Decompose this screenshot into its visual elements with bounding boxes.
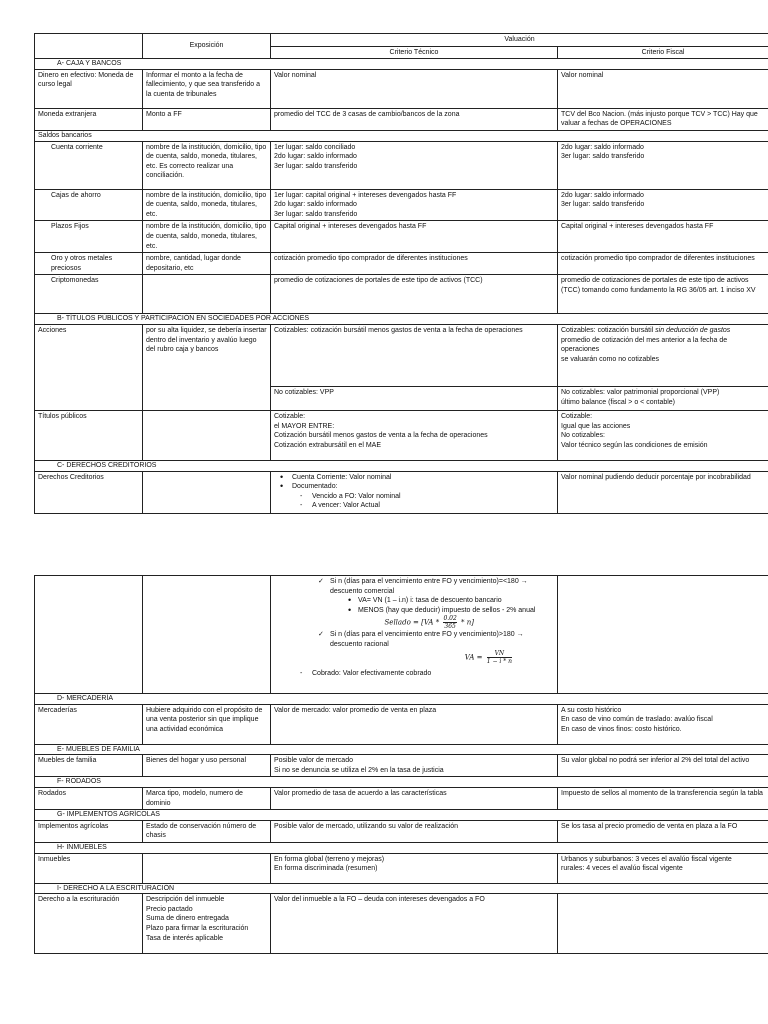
row-criterio-fiscal: Valor nominal xyxy=(558,69,768,108)
sellado-formula: Sellado = [VA * $\frac{0.02}{365}$ * n] xyxy=(384,615,474,631)
section-row-saldos xyxy=(35,130,768,141)
va-formula: VA = $\frac{VN}{1 - i * n}$ xyxy=(464,649,512,665)
table-row xyxy=(35,894,768,954)
table-row xyxy=(35,410,768,460)
table-header-row xyxy=(35,34,768,47)
table-row xyxy=(35,471,768,513)
row-exposicion: Marca tipo, modelo, numero de dominio xyxy=(143,787,271,809)
row-criterio-tecnico: cotización promedio tipo comprador de diferentes instituciones xyxy=(271,253,558,275)
row-criterio-tecnico: Valor promedio de tasa de acuerdo a las características xyxy=(271,787,558,809)
row-exposicion: nombre de la institución, domicilio, tipo de cuenta, saldo, moneda, titulares, etc. xyxy=(143,221,271,253)
section-row-mercaderia xyxy=(35,694,768,705)
section-row-implementos xyxy=(35,810,768,821)
row-criterio-fiscal: cotización promedio tipo comprador de diferentes instituciones xyxy=(558,253,768,275)
row-exposicion: por su alta liquidez, se debería insertar dentro del inventario y avalúo luego del rubro caja y bancos xyxy=(143,324,271,410)
section-title: E- MUEBLES DE FAMILIA xyxy=(35,744,768,755)
row-criterio-tecnico: Valor de mercado: valor promedio de venta en plaza xyxy=(271,704,558,744)
table-row xyxy=(35,853,768,883)
row-item: Oro y otros metales preciosos xyxy=(35,253,143,275)
valuation-table-part-2 xyxy=(34,575,768,954)
header-valuacion: Valuación xyxy=(271,34,768,47)
row-criterio-tecnico: Cotizables: cotización bursátil menos gastos de venta a la fecha de operaciones xyxy=(271,324,558,386)
row-exposicion: Estado de conservación número de chasis xyxy=(143,820,271,842)
row-item: Cuenta corriente xyxy=(35,141,143,189)
row-item: Títulos públicos xyxy=(35,410,143,460)
section-title: B- TÍTULOS PÚBLICOS Y PARTICIPACIÓN EN SOCIEDADES POR ACCIONES xyxy=(35,314,768,325)
section-title: F- RODADOS xyxy=(35,777,768,788)
section-title: H- INMUEBLES xyxy=(35,842,768,853)
row-criterio-fiscal: promedio de cotizaciones de portales de este tipo de activos (TCC) tomando como fundamento la RG 36/05 art. 1 inciso XV xyxy=(558,275,768,314)
row-criterio-fiscal: No cotizables: valor patrimonial proporcional (VPP) último balance (fiscal > o < contable) xyxy=(558,386,768,410)
row-criterio-tecnico: En forma global (terreno y mejoras) En forma discriminada (resumen) xyxy=(271,853,558,883)
row-exposicion: nombre de la institución, domicilio, tipo de cuenta, saldo, moneda, titulares, etc. xyxy=(143,189,271,221)
row-exposicion xyxy=(143,471,271,513)
row-exposicion: Informar el monto a la fecha de fallecimiento, y que sea transferido a la cuenta de tribunales xyxy=(143,69,271,108)
header-exposicion: Exposición xyxy=(143,34,271,59)
row-criterio-fiscal: Impuesto de sellos al momento de la transferencia según la tabla xyxy=(558,787,768,809)
row-criterio-fiscal: 2do lugar: saldo informado 3er lugar: saldo transferido xyxy=(558,141,768,189)
row-criterio-tecnico: 1er lugar: saldo conciliado 2do lugar: saldo informado 3er lugar: saldo transferido xyxy=(271,141,558,189)
row-exposicion: Hubiere adquirido con el propósito de una venta posterior sin que implique una actividad económica xyxy=(143,704,271,744)
row-item: Muebles de familia xyxy=(35,755,143,777)
subsection-title: Saldos bancarios xyxy=(35,130,768,141)
row-criterio-tecnico: Valor del inmueble a la FO – deuda con intereses devengados a FO xyxy=(271,894,558,954)
row-exposicion: Monto a FF xyxy=(143,108,271,130)
row-criterio-tecnico: ✓ Si n (días para el vencimiento entre FO y vencimiento)=<180 → descuento comercial • VA= VN (1 – i.n) i: tasa de descuento bancario • MENOS (hay que deducir) impuesto de sellos - 2% anual Sellado = [VA * $\frac{0.02}{365}$ * n] ✓ Si n (días para el vencimiento entre FO y vencimiento)>180 → descuento racional VA = $\frac{VN}{1 - i * n}$ - Cobrado: Valor efectivamente cobrado xyxy=(271,576,558,694)
header-criterio-tecnico: Criterio Técnico xyxy=(271,46,558,59)
row-item: Dinero en efectivo: Moneda de curso legal xyxy=(35,69,143,108)
row-criterio-fiscal: Se los tasa al precio promedio de venta en plaza a la FO xyxy=(558,820,768,842)
table-row xyxy=(35,221,768,253)
row-exposicion xyxy=(143,410,271,460)
row-criterio-fiscal: Capital original + intereses devengados hasta FF xyxy=(558,221,768,253)
row-criterio-tecnico: 1er lugar: capital original + intereses devengados hasta FF 2do lugar: saldo informado 3er lugar: saldo transferido xyxy=(271,189,558,221)
row-item: Mercaderías xyxy=(35,704,143,744)
row-criterio-fiscal: Cotizable: Igual que las acciones No cotizables: Valor técnico según las condiciones de emisión xyxy=(558,410,768,460)
row-criterio-fiscal: Cotizables: cotización bursátil sin deducción de gastos promedio de cotización del mes anterior a la fecha de operaciones se valuarán como no cotizables xyxy=(558,324,768,386)
table-row xyxy=(35,253,768,275)
section-row-derechos xyxy=(35,460,768,471)
section-title: D- MERCADERÍA xyxy=(35,694,768,705)
row-item: Acciones xyxy=(35,324,143,410)
row-exposicion: nombre de la institución, domicilio, tipo de cuenta, saldo, moneda, titulares, etc. Es correcto realizar una conciliación. xyxy=(143,141,271,189)
section-title: C- DERECHOS CREDITORIOS xyxy=(35,460,768,471)
row-criterio-tecnico: Valor nominal xyxy=(271,69,558,108)
row-exposicion: Descripción del inmueble Precio pactado Suma de dinero entregada Plazo para firmar la escrituración Tasa de interés aplicable xyxy=(143,894,271,954)
row-item: Criptomonedas xyxy=(35,275,143,314)
row-item: Derecho a la escrituración xyxy=(35,894,143,954)
row-criterio-tecnico: Posible valor de mercado Si no se denuncia se utiliza el 2% en la tasa de justicia xyxy=(271,755,558,777)
section-row-titulos xyxy=(35,314,768,325)
row-item: Inmuebles xyxy=(35,853,143,883)
row-item: Derechos Creditorios xyxy=(35,471,143,513)
table-row-continuation xyxy=(35,576,768,694)
row-criterio-fiscal: A su costo histórico En caso de vino común de traslado: avalúo fiscal En caso de vinos finos: costo histórico. xyxy=(558,704,768,744)
section-row-caja-bancos xyxy=(35,59,768,70)
row-item: Cajas de ahorro xyxy=(35,189,143,221)
row-criterio-tecnico: • Cuenta Corriente: Valor nominal • Documentado: - Vencido a FO: Valor nominal - A vencer: Valor Actual xyxy=(271,471,558,513)
table-row xyxy=(35,108,768,130)
row-criterio-fiscal: Su valor global no podrá ser inferior al 2% del total del activo xyxy=(558,755,768,777)
row-item: Moneda extranjera xyxy=(35,108,143,130)
table-row xyxy=(35,69,768,108)
row-criterio-fiscal: 2do lugar: saldo informado 3er lugar: saldo transferido xyxy=(558,189,768,221)
row-criterio-tecnico: promedio del TCC de 3 casas de cambio/bancos de la zona xyxy=(271,108,558,130)
row-exposicion xyxy=(143,853,271,883)
row-exposicion: nombre, cantidad, lugar donde depositario, etc xyxy=(143,253,271,275)
row-criterio-fiscal: Urbanos y suburbanos: 3 veces el avalúo fiscal vigente rurales: 4 veces el avalúo fiscal vigente xyxy=(558,853,768,883)
section-row-inmuebles xyxy=(35,842,768,853)
table-row xyxy=(35,820,768,842)
section-row-rodados xyxy=(35,777,768,788)
table-row xyxy=(35,755,768,777)
table-row xyxy=(35,704,768,744)
section-row-muebles xyxy=(35,744,768,755)
row-criterio-fiscal xyxy=(558,894,768,954)
table-row xyxy=(35,141,768,189)
section-title: A- CAJA Y BANCOS xyxy=(35,59,768,70)
section-row-escrituracion xyxy=(35,883,768,894)
row-item: Rodados xyxy=(35,787,143,809)
table-row xyxy=(35,324,768,386)
row-criterio-fiscal: TCV del Bco Nacion. (más injusto porque TCV > TCC) Hay que valuar a fechas de OPERACIONES xyxy=(558,108,768,130)
table-row xyxy=(35,189,768,221)
table-row xyxy=(35,275,768,314)
row-criterio-tecnico: Capital original + intereses devengados hasta FF xyxy=(271,221,558,253)
section-title: I- DERECHO A LA ESCRITURACIÓN xyxy=(35,883,768,894)
row-item: Plazos Fijos xyxy=(35,221,143,253)
row-criterio-tecnico: No cotizables: VPP xyxy=(271,386,558,410)
valuation-table-part-1 xyxy=(34,33,768,514)
row-criterio-tecnico: promedio de cotizaciones de portales de este tipo de activos (TCC) xyxy=(271,275,558,314)
header-criterio-fiscal: Criterio Fiscal xyxy=(558,46,768,59)
row-item: Implementos agrícolas xyxy=(35,820,143,842)
table-row xyxy=(35,787,768,809)
row-criterio-fiscal: Valor nominal pudiendo deducir porcentaje por incobrabilidad xyxy=(558,471,768,513)
row-criterio-tecnico: Posible valor de mercado, utilizando su valor de realización xyxy=(271,820,558,842)
row-exposicion xyxy=(143,275,271,314)
section-title: G- IMPLEMENTOS AGRÍCOLAS xyxy=(35,810,768,821)
row-criterio-tecnico: Cotizable: el MAYOR ENTRE: Cotización bursátil menos gastos de venta a la fecha de operaciones Cotización extrabursátil en el MAE xyxy=(271,410,558,460)
row-exposicion: Bienes del hogar y uso personal xyxy=(143,755,271,777)
